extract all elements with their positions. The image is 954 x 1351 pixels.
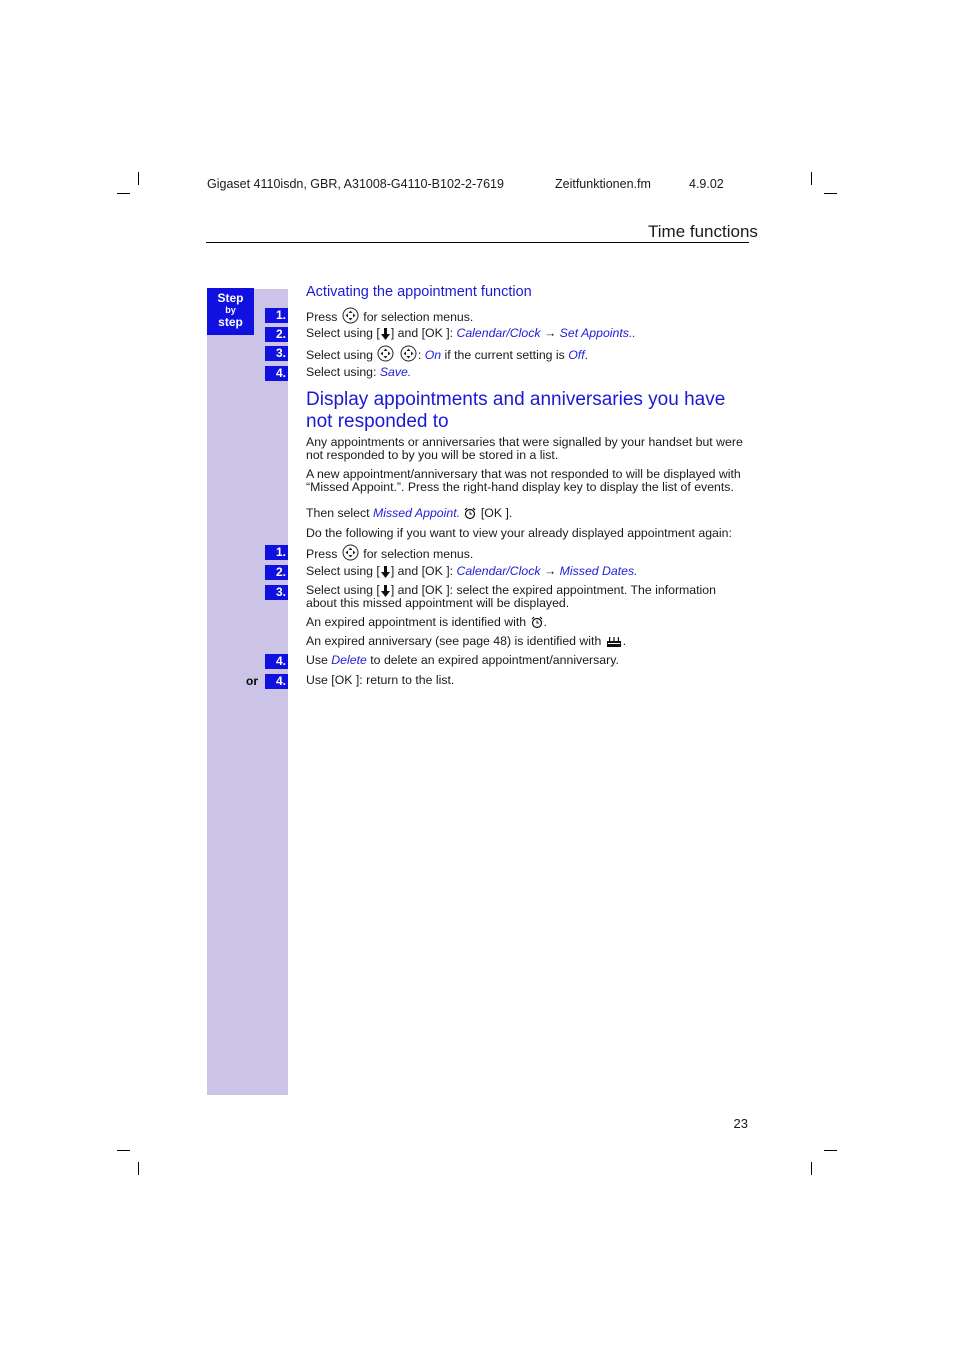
header-document-id: Gigaset 4110isdn, GBR, A31008-G4110-B102-2-7619 [207, 177, 504, 191]
crop-mark [811, 1162, 812, 1175]
menu-link-missed-appoint: Missed Appoint. [373, 506, 461, 520]
header-rule [206, 242, 749, 243]
down-arrow-key-icon [381, 566, 390, 578]
menu-link-on: On [424, 348, 442, 362]
alarm-clock-icon [464, 507, 476, 520]
section-title: Time functions [648, 222, 758, 241]
crop-mark [824, 1150, 837, 1151]
menu-link-calendar-clock: Calendar/Clock [456, 564, 541, 578]
expired-anniversary-note [306, 634, 626, 648]
missed-paragraph-1: Any appointments or anniversaries that were signalled by your handset but were not responded to by you will be stored in a list. [306, 435, 743, 462]
menu-arrow: → [543, 564, 557, 578]
birthday-cake-icon [606, 635, 622, 648]
step-text: ] and [OK ]: select the expired appointment. The information about this missed appointment will be displayed. [306, 583, 716, 610]
header-date: 4.9.02 [689, 177, 724, 191]
menu-link-save: Save [379, 365, 408, 379]
missed-step-2 [306, 564, 638, 578]
note-text: An expired anniversary (see page 48) is identified with [306, 634, 602, 648]
page-number: 23 [733, 1116, 748, 1131]
missed-paragraph-4: Do the following if you want to view your already displayed appointment again: [306, 526, 732, 540]
activating-heading: Activating the appointment function [306, 284, 532, 300]
step-number: 4. [265, 654, 288, 669]
step-text: ] and [OK ]: [390, 564, 454, 578]
menu-link-calendar-clock: Calendar/Clock [456, 326, 541, 340]
note-text: An expired appointment is identified with [306, 615, 527, 629]
step-label-line2: by [225, 305, 236, 315]
navigation-key-icon [400, 345, 417, 362]
step-text: Select using [ [306, 564, 380, 578]
menu-arrow: → [543, 326, 557, 340]
step-text: Use [306, 653, 328, 667]
activating-step-3 [306, 345, 588, 362]
paragraph-text: Then select [306, 506, 370, 520]
step-text: : [417, 348, 422, 362]
step-text: ] and [OK ]: [390, 326, 454, 340]
step-text: for selection menus. [363, 547, 474, 561]
paragraph-text: [OK ]. [480, 506, 513, 520]
missed-heading: Display appointments and anniversaries you have not responded to [306, 389, 726, 432]
punctuation: . [622, 634, 627, 648]
or-label: or [246, 674, 258, 688]
crop-mark [117, 1150, 130, 1151]
down-arrow-key-icon [381, 328, 390, 340]
punctuation: . [407, 365, 412, 379]
missed-paragraph-2: A new appointment/anniversary that was not responded to will be displayed with “Missed Appoint.”. Press the right-hand display key to display the list of events. [306, 467, 741, 494]
alarm-clock-icon [531, 616, 543, 629]
punctuation: . [584, 348, 589, 362]
menu-link-off: Off [568, 348, 585, 362]
activating-step-4 [306, 365, 411, 379]
step-text: if the current setting is [444, 348, 565, 362]
step-number: 3. [265, 585, 288, 600]
missed-step-1 [306, 544, 473, 561]
step-text: Select using [ [306, 583, 380, 597]
step-text: Select using [306, 348, 373, 362]
punctuation: . [632, 326, 636, 340]
activating-step-1 [306, 307, 473, 324]
menu-link-delete: Delete [331, 653, 367, 667]
step-text: Select using [ [306, 326, 380, 340]
step-number: 4. [265, 674, 288, 689]
crop-mark [138, 172, 139, 185]
step-label-line1: Step [217, 291, 244, 305]
punctuation: . [634, 564, 638, 578]
step-sidebar [207, 289, 288, 1095]
missed-step-4-delete [306, 653, 619, 667]
step-text: Press [306, 547, 338, 561]
punctuation: . [543, 615, 547, 629]
step-text: to delete an expired appointment/anniversary. [370, 653, 619, 667]
step-text: for selection menus. [363, 310, 474, 324]
crop-mark [811, 172, 812, 185]
navigation-key-icon [342, 307, 359, 324]
step-number: 3. [265, 346, 288, 361]
missed-paragraph-3 [306, 506, 512, 520]
navigation-key-icon [342, 544, 359, 561]
step-by-step-label [207, 288, 254, 335]
crop-mark [138, 1162, 139, 1175]
step-number: 1. [265, 308, 288, 323]
activating-step-2 [306, 326, 636, 340]
crop-mark [117, 193, 130, 194]
step-number: 1. [265, 545, 288, 560]
step-text: Select using: [306, 365, 377, 379]
step-number: 4. [265, 366, 288, 381]
step-number: 2. [265, 565, 288, 580]
expired-appointment-note [306, 615, 547, 629]
menu-link-missed-dates: Missed Dates [559, 564, 635, 578]
crop-mark [824, 193, 837, 194]
navigation-key-icon [377, 345, 394, 362]
step-number: 2. [265, 327, 288, 342]
missed-step-3 [306, 584, 750, 610]
header-file-name: Zeitfunktionen.fm [555, 177, 651, 191]
step-label-line3: step [218, 315, 243, 329]
missed-step-4-return: Use [OK ]: return to the list. [306, 673, 455, 687]
menu-link-set-appoints: Set Appoints. [559, 326, 633, 340]
step-text: Press [306, 310, 338, 324]
